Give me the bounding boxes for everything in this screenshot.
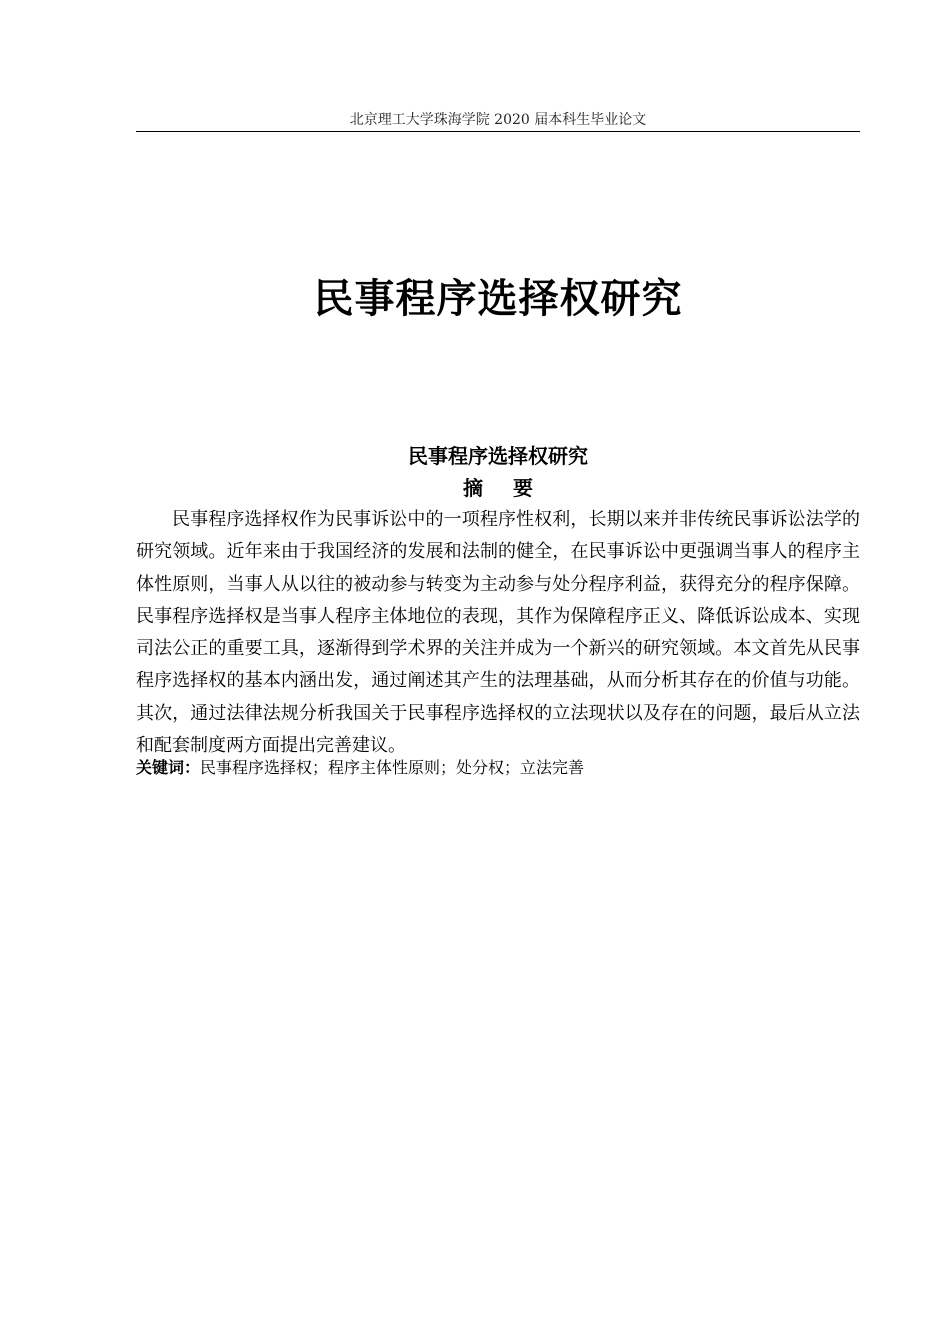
running-header: 北京理工大学珠海学院 2020 届本科生毕业论文	[349, 112, 647, 128]
abstract-heading	[136, 473, 860, 503]
header-rule	[136, 131, 860, 132]
keywords-text: 民事程序选择权；程序主体性原则；处分权；立法完善	[200, 758, 585, 777]
keywords-label: 关键词：	[136, 758, 201, 777]
abstract-heading-char-1: 摘	[463, 476, 483, 500]
thesis-title: 民事程序选择权研究	[313, 276, 683, 322]
abstract-body: 民事程序选择权作为民事诉讼中的一项程序性权利，长期以来并非传统民事诉讼法学的研究领域。近年来由于我国经济的发展和法制的健全，在民事诉讼中更强调当事人的程序主体性原则，当事人从以往的被动参与转变为主动参与处分程序利益，获得充分的程序保障。民事程序选择权是当事人程序主体地位的表现，其作为保障程序正义、降低诉讼成本、实现司法公正的重要工具，逐渐得到学术界的关注并成为一个新兴的研究领域。本文首先从民事程序选择权的基本内涵出发，通过阐述其产生的法理基础，从而分析其存在的价值与功能。其次，通过法律法规分析我国关于民事程序选择权的立法现状以及存在的问题，最后从立法和配套制度两方面提出完善建议。	[136, 509, 860, 757]
abstract-title: 民事程序选择权研究	[408, 444, 588, 468]
keywords-line	[136, 755, 860, 781]
abstract-heading-char-2: 要	[513, 476, 533, 500]
